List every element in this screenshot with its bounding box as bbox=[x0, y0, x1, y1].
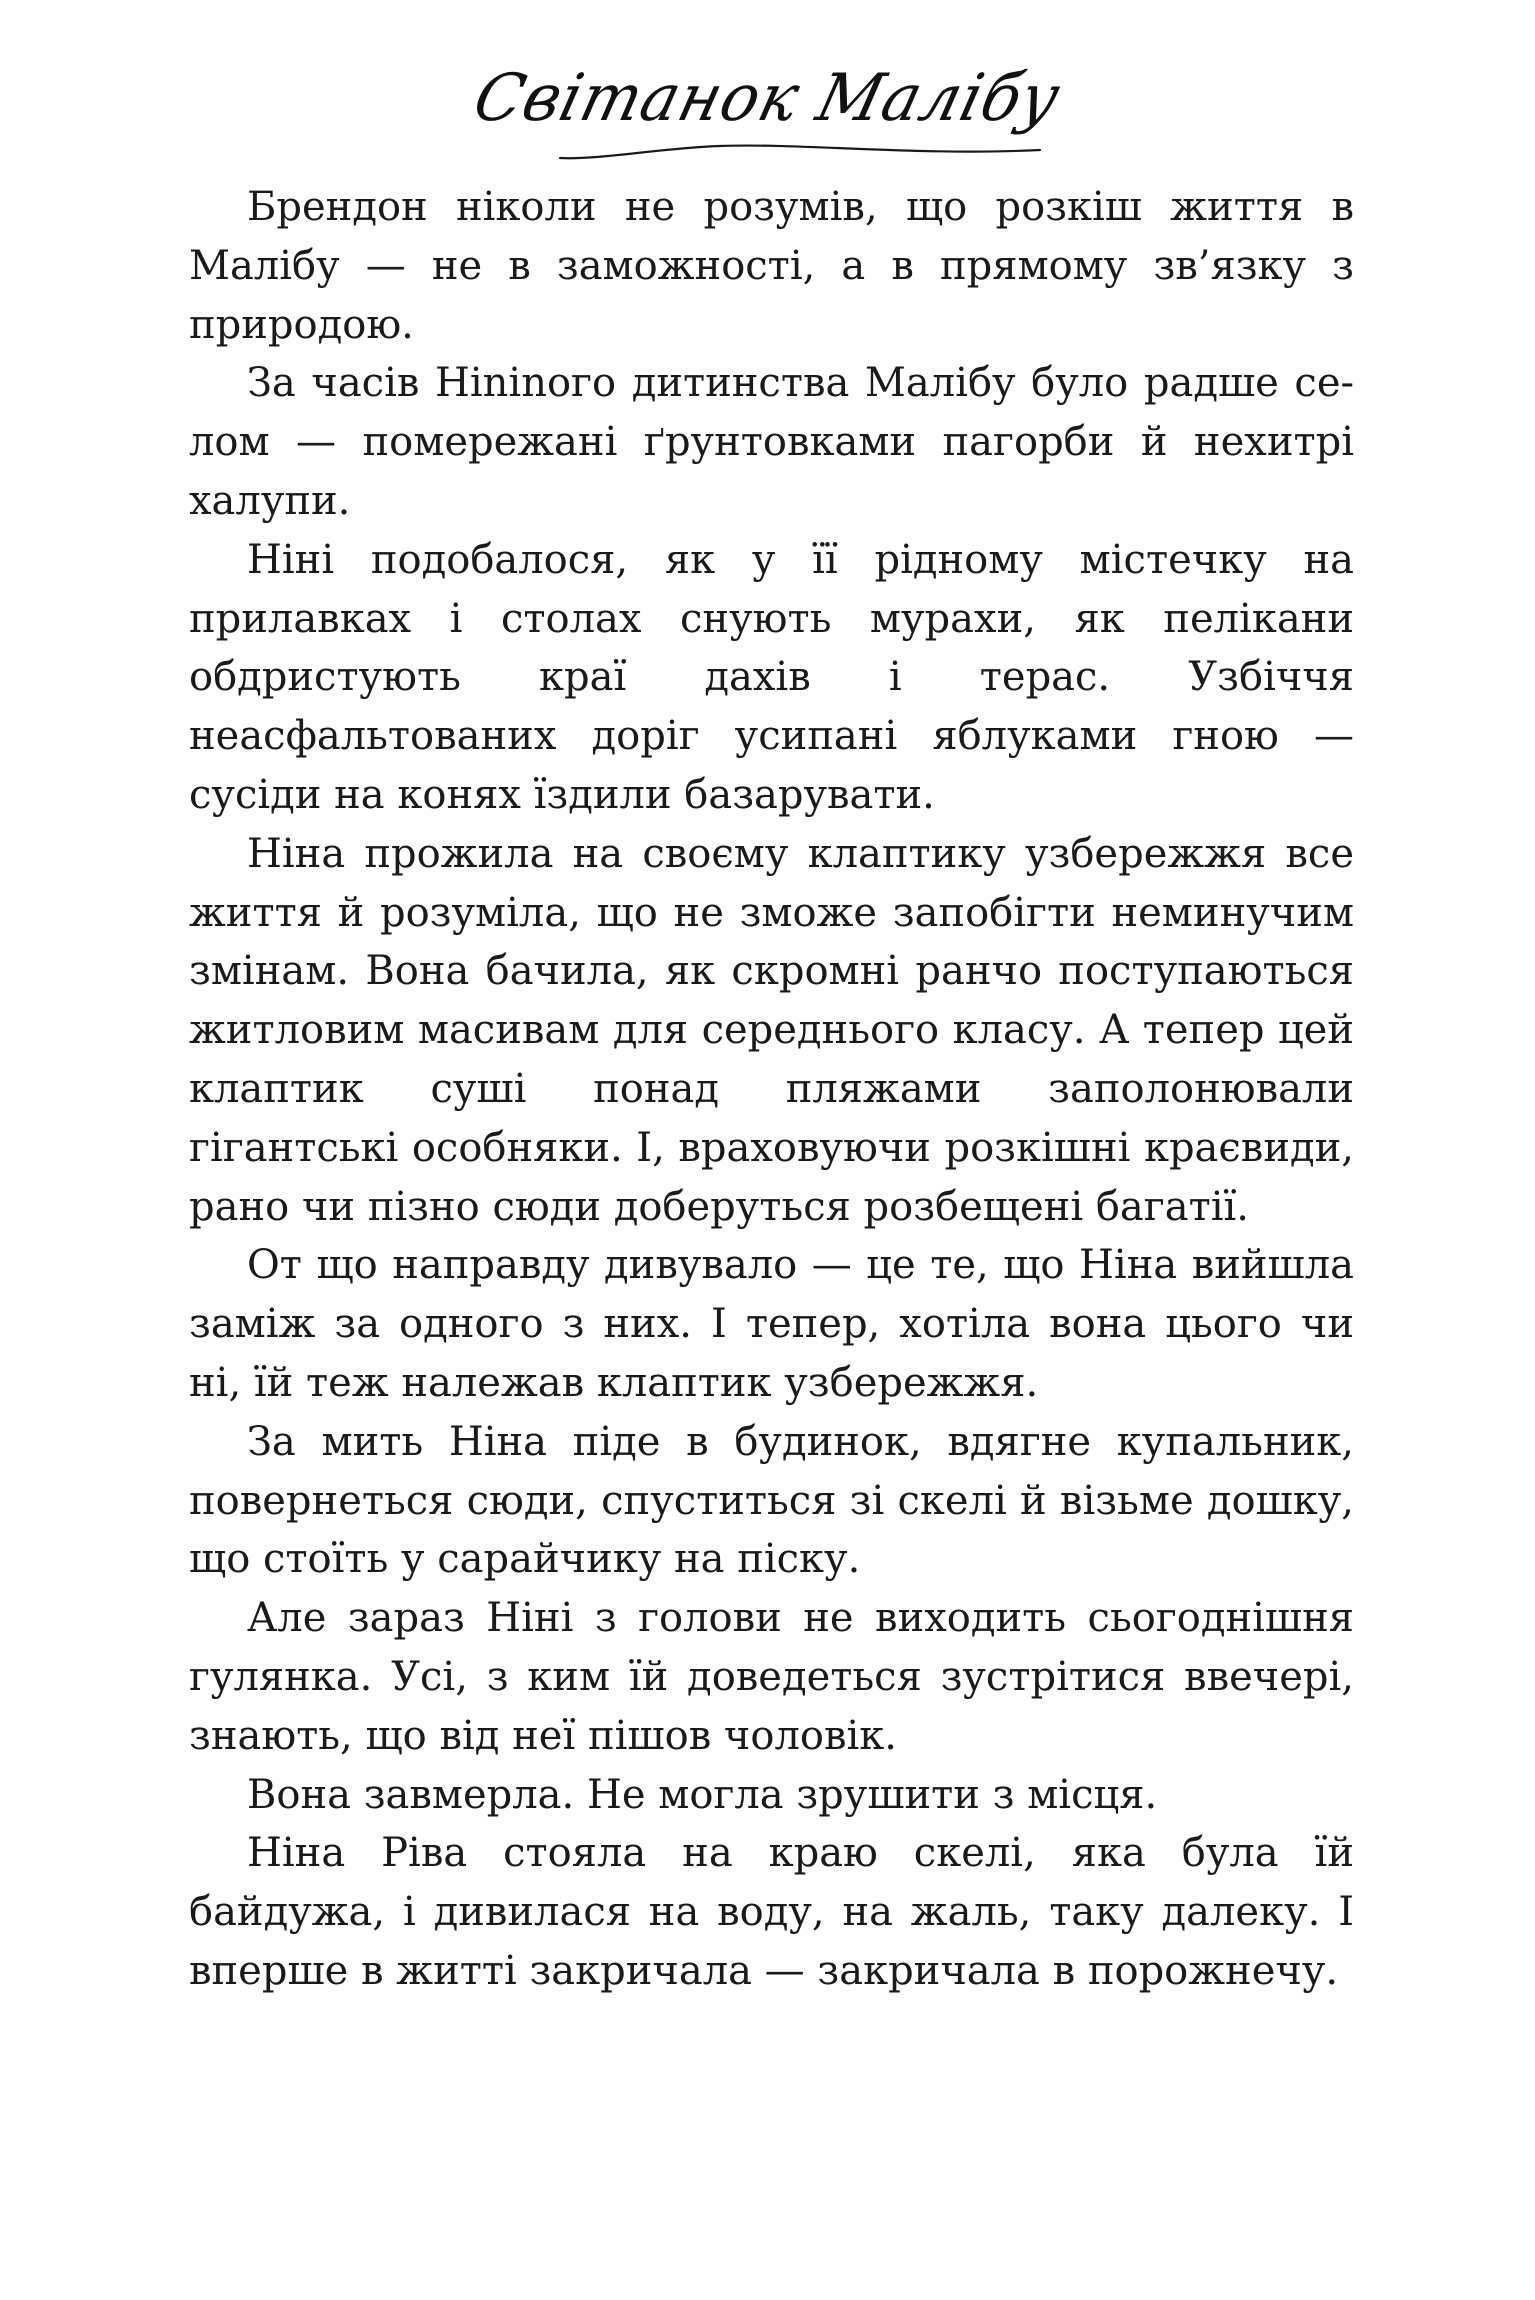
paragraph-9: Ніна Ріва стояла на краю скелі, яка була їй байдужа, і дивилася на воду, на жаль, таку далеку. І вперше в житті закричала — закричала в порожнечу. bbox=[189, 1830, 1354, 1994]
paragraph-4: Ніна прожила на своєму клаптику узбережжя все життя й розуміла, що не зможе запобігти неминучим змінам. Вона бачила, як скромні ранчо поступаються житловим масивам для середнього класу. А тепер цей клаптик суші понад пляжами заполонювали гігантські особняки. І, враховуючи розкішні краєвиди, рано чи пізно сюди доберуться розбещені багатії. bbox=[189, 830, 1354, 1230]
running-header-title: Світанок Малібу bbox=[466, 59, 1069, 136]
paragraph-5: От що направду дивувало — це те, що Ніна вийшла заміж за одного з них. І тепер, хотіла вона цього чи ні, їй теж належав клаптик узбережжя. bbox=[189, 1242, 1354, 1406]
paragraph-3: Ніні подобалося, як у її рідному містечку на прилавках і столах снують мурахи, як пелікани обдристують краї дахів і терас. Узбіччя неасфальтованих доріг усипані яблуками гною — сусіди на конях їздили базарувати. bbox=[189, 536, 1354, 818]
paragraph-8: Вона завмерла. Не могла зрушити з місця. bbox=[247, 1771, 1158, 1818]
running-header bbox=[0, 48, 1535, 148]
paragraph-1: Брендон ніколи не розумів, що розкіш життя в Малібу — не в заможності, а в прямому зв’язку з природою. bbox=[189, 184, 1354, 348]
paragraph-2: За часів Нininого дитинства Малібу було радше селом — померeжані ґрунтовками пагорби й нехитрі халупи. bbox=[189, 360, 1354, 524]
paragraph-6: За мить Ніна піде в будинок, вдягне купальник, повернеться сюди, спуститься зі скелі й візьме дошку, що стоїть у сарайчику на піску. bbox=[189, 1418, 1354, 1583]
chapter-text bbox=[189, 178, 1354, 2001]
paragraph-7: Але зараз Ніні з голови не виходить сьогоднішня гулянка. Усі, з ким їй доведеться зустрітися ввечері, знають, що від неї пішов чоловік. bbox=[189, 1595, 1354, 1759]
